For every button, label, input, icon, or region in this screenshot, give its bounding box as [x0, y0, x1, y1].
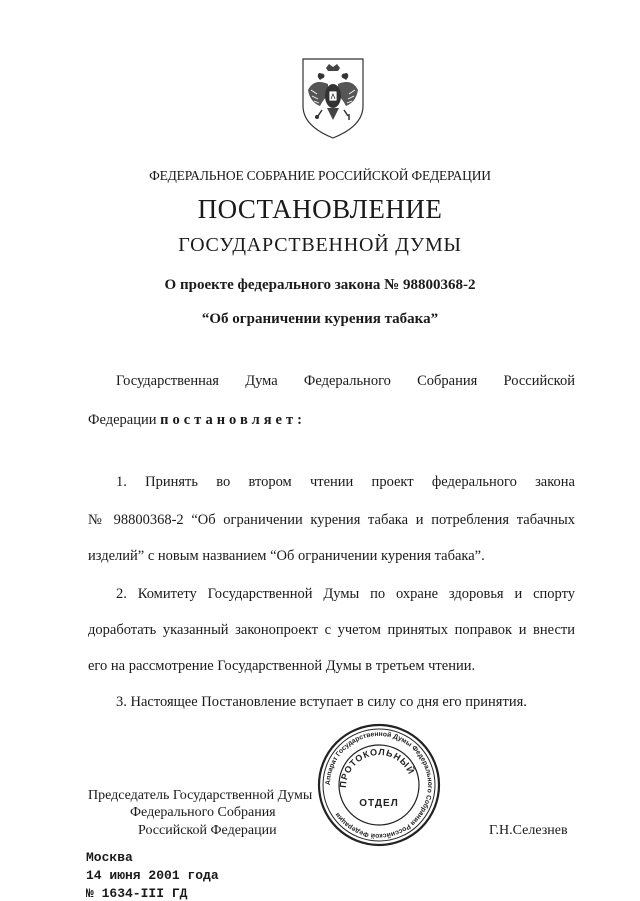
signatory-name: Г.Н.Селезнев	[489, 823, 568, 838]
signatory-title: Российской Федерации	[138, 823, 277, 838]
organization-heading: ФЕДЕРАЛЬНОЕ СОБРАНИЕ РОССИЙСКОЙ ФЕДЕРАЦИИ	[149, 168, 491, 183]
resolves-keyword: постановляет:	[160, 412, 306, 428]
item-2-line: 2. Комитету Государственной Думы по охране здоровья и спорту	[116, 586, 575, 602]
item-1-line: 1. Принять во втором чтении проект федерального закона	[116, 474, 575, 490]
law-name-line: “Об ограничении курения табака”	[201, 311, 439, 327]
coat-of-arms-emblem	[300, 56, 366, 140]
item-1-line: изделий” с новым названием “Об ограничении курения табака”.	[88, 548, 485, 564]
footer-date: 14 июня 2001 года	[86, 868, 219, 883]
official-stamp	[316, 722, 442, 848]
item-1-line: № 98800368-2 “Об ограничении курения табака и потребления табачных	[88, 512, 575, 528]
double-headed-eagle-icon	[300, 56, 366, 140]
item-2-line: его на рассмотрение Государственной Думы в третьем чтении.	[88, 658, 476, 674]
stamp-inner-text: ПРОТОКОЛЬНЫЙ	[337, 746, 417, 789]
bill-number-line: О проекте федерального закона № 98800368-2	[164, 277, 476, 293]
stamp-center-text: ОТДЕЛ	[359, 798, 399, 809]
svg-text:ПРОТОКОЛЬНЫЙ	[338, 747, 418, 788]
stamp-outer-text: Аппарат Государственной Думы Федерального Собрания Российской Федерации	[324, 730, 434, 840]
signatory-title: Председатель Государственной Думы	[88, 788, 313, 803]
preamble-text: Федерации	[88, 412, 161, 428]
round-seal-icon	[316, 722, 442, 848]
footer-number: № 1634-III ГД	[86, 886, 188, 901]
item-3-line: 3. Настоящее Постановление вступает в силу со дня его принятия.	[116, 694, 527, 710]
preamble-line: Государственная Дума Федерального Собрания Российской	[116, 373, 575, 389]
document-title: ПОСТАНОВЛЕНИЕ	[197, 194, 443, 224]
footer-city: Москва	[86, 850, 133, 865]
document-subtitle: ГОСУДАРСТВЕННОЙ ДУМЫ	[178, 234, 462, 256]
signatory-title: Федерального Собрания	[130, 805, 276, 820]
preamble-line	[88, 412, 306, 429]
item-2-line: доработать указанный законопроект с учетом принятых поправок и внести	[88, 622, 575, 638]
